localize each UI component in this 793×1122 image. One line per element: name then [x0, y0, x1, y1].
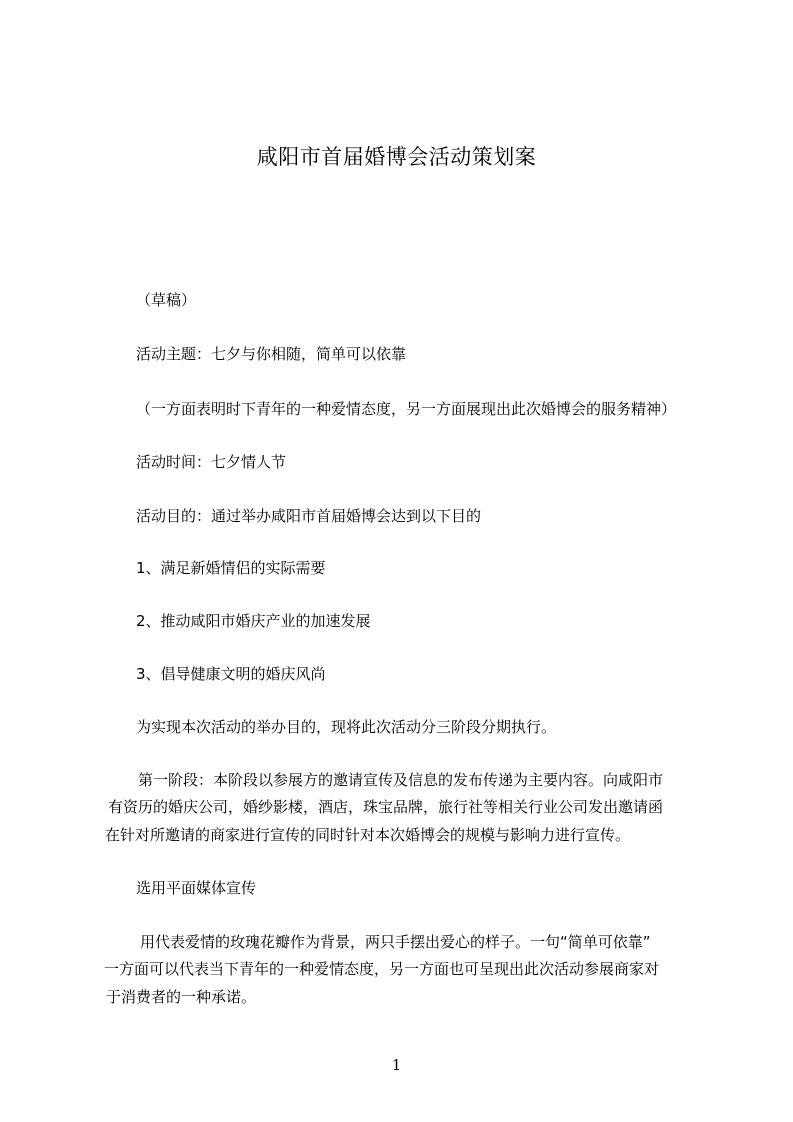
media-line-3: 于消费者的一种承诺。 — [106, 988, 257, 1006]
purpose-item-2: 2、推动咸阳市婚庆产业的加速发展 — [136, 612, 371, 630]
page-number: 1 — [391, 1056, 402, 1074]
purpose-item-1: 1、满足新婚情侣的实际需要 — [136, 559, 326, 577]
draft-label: （草稿） — [136, 291, 197, 309]
media-line-2: 一方面可以代表当下青年的一种爱情态度，另一方面也可呈现出此次活动参展商家对 — [104, 960, 660, 978]
phase1-line-3: 在针对所邀请的商家进行宣传的同时针对本次婚博会的规模与影响力进行宣传。 — [105, 826, 631, 844]
activity-time: 活动时间：七夕情人节 — [136, 453, 287, 471]
purpose-item-3: 3、倡导健康文明的婚庆风尚 — [136, 665, 326, 683]
media-line-1: 用代表爱情的玫瑰花瓣作为背景，两只手摆出爱心的样子。一句“简单可依靠” — [140, 933, 651, 951]
document-title: 咸阳市首届婚博会活动策划案 — [256, 145, 537, 169]
theme-note: （一方面表明时下青年的一种爱情态度，另一方面展现出此次婚博会的服务精神） — [136, 400, 677, 418]
phase1-line-1: 第一阶段：本阶段以参展方的邀请宣传及信息的发布传递为主要内容。向咸阳市 — [138, 771, 664, 789]
execution-statement: 为实现本次活动的举办目的，现将此次活动分三阶段分期执行。 — [136, 718, 557, 736]
activity-theme: 活动主题：七夕与你相随，简单可以依靠 — [136, 345, 407, 363]
activity-purpose: 活动目的：通过举办咸阳市首届婚博会达到以下目的 — [136, 507, 482, 525]
phase1-line-2: 有资历的婚庆公司，婚纱影楼，酒店，珠宝品牌，旅行社等相关行业公司发出邀请函 — [108, 798, 664, 816]
media-heading: 选用平面媒体宣传 — [136, 879, 257, 897]
